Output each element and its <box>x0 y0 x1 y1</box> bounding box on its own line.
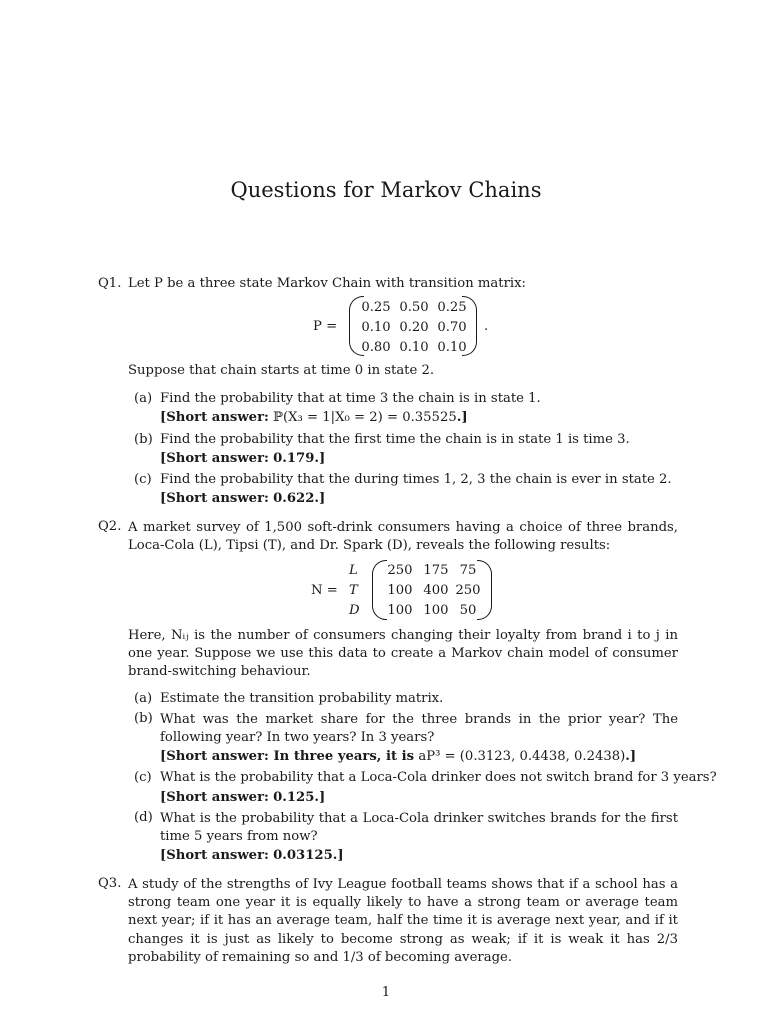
page-title: Questions for Markov Chains <box>230 178 542 202</box>
short-answer <box>160 790 325 805</box>
answer-value: 0.03125. <box>273 848 338 863</box>
answer-value: 0.125. <box>273 790 319 805</box>
part-text: Find the probability that at time 3 the chain is in state 1. <box>160 391 541 406</box>
matrix-cell: 250 <box>387 563 413 578</box>
start-statement: Suppose that chain starts at time 0 in state 2. <box>128 363 435 378</box>
answer-suffix: .] <box>625 749 637 764</box>
matrix-cell: 75 <box>459 563 477 578</box>
matrix-cell: 0.10 <box>361 320 391 335</box>
answer-prefix: [Short answer: <box>160 848 269 863</box>
row-label: T <box>349 583 358 598</box>
matrix-cell: 100 <box>423 603 449 618</box>
part-label: (b) <box>134 711 153 726</box>
answer-suffix: .] <box>456 410 468 425</box>
matrix-cell: 0.20 <box>399 320 429 335</box>
part-text: What is the probability that a Loca-Cola drinker switches brands for the first time 5 years from now? <box>160 811 678 845</box>
answer-value: 0.622. <box>273 491 319 506</box>
answer-value: 0.179. <box>273 451 319 466</box>
matrix-cell: 0.10 <box>437 340 467 355</box>
part-label: (b) <box>134 432 153 447</box>
row-label: L <box>349 563 358 578</box>
answer-prefix: [Short answer: <box>160 451 269 466</box>
matrix-cell: 0.10 <box>399 340 429 355</box>
part-text: Estimate the transition probability matrix. <box>160 691 444 706</box>
answer-prefix: [Short answer: <box>160 790 269 805</box>
page-number: 1 <box>381 985 391 1000</box>
matrix-cell: 0.50 <box>399 300 429 315</box>
short-answer <box>160 410 468 425</box>
part-label: (a) <box>134 391 153 406</box>
part-label: (c) <box>134 472 152 487</box>
answer-suffix: ] <box>319 790 326 805</box>
question-number: Q2. <box>98 519 122 534</box>
matrix-cell: 0.70 <box>437 320 467 335</box>
answer-suffix: ] <box>319 451 326 466</box>
part-label: (c) <box>134 770 152 785</box>
answer-prefix: [Short answer: In three years, it is <box>160 749 415 764</box>
answer-value: ℙ(X₃ = 1|X₀ = 2) = 0.35525 <box>273 410 457 425</box>
matrix-label: P = <box>313 319 338 334</box>
short-answer <box>160 491 325 506</box>
matrix-cell: 100 <box>387 603 413 618</box>
short-answer <box>160 848 344 863</box>
matrix-end: . <box>484 319 489 334</box>
matrix-cell: 0.25 <box>361 300 391 315</box>
short-answer <box>160 749 636 764</box>
matrix-cell: 400 <box>423 583 449 598</box>
matrix-cell: 100 <box>387 583 413 598</box>
part-text: What was the market share for the three brands in the prior year? The following year? In two years? In 3 years? <box>160 712 678 746</box>
part-label: (a) <box>134 691 153 706</box>
answer-suffix: ] <box>337 848 344 863</box>
matrix-cell: 0.80 <box>361 340 391 355</box>
answer-prefix: [Short answer: <box>160 491 269 506</box>
matrix-cell: 250 <box>455 583 481 598</box>
question-text: A study of the strengths of Ivy League football teams shows that if a school has a strong team one year it is equally likely to have a strong team or average team next year; if it has an average team, half the time it is average next year, and if it changes it is just as likely to become strong as weak; if it is weak it has 2/3 probability of remaining so and 1/3 of becoming average. <box>128 877 678 965</box>
answer-prefix: [Short answer: <box>160 410 269 425</box>
part-text: Find the probability that the during times 1, 2, 3 the chain is ever in state 2. <box>160 472 672 487</box>
matrix-label: N = <box>311 583 338 598</box>
question-number: Q3. <box>98 876 122 891</box>
part-label: (d) <box>134 810 153 825</box>
answer-value: aP³ = (0.3123, 0.4438, 0.2438) <box>418 749 626 764</box>
row-label: D <box>349 603 360 618</box>
matrix-cell: 175 <box>423 563 449 578</box>
question-intro: A market survey of 1,500 soft-drink consumers having a choice of three brands, Loca-Cola (L), Tipsi (T), and Dr. Spark (D), reveals the following results: <box>128 520 678 554</box>
question-number: Q1. <box>98 276 122 291</box>
part-text: What is the probability that a Loca-Cola drinker does not switch brand for 3 years? <box>160 770 717 785</box>
question-intro: Let P be a three state Markov Chain with transition matrix: <box>128 276 526 291</box>
matrix-explanation: Here, Nᵢⱼ is the number of consumers changing their loyalty from brand i to j in one year. Suppose we use this data to create a Markov chain model of consumer brand-switching behaviour. <box>128 628 678 680</box>
part-text: Find the probability that the first time the chain is in state 1 is time 3. <box>160 432 630 447</box>
answer-suffix: ] <box>319 491 326 506</box>
short-answer <box>160 451 325 466</box>
matrix-cell: 0.25 <box>437 300 467 315</box>
matrix-cell: 50 <box>459 603 477 618</box>
